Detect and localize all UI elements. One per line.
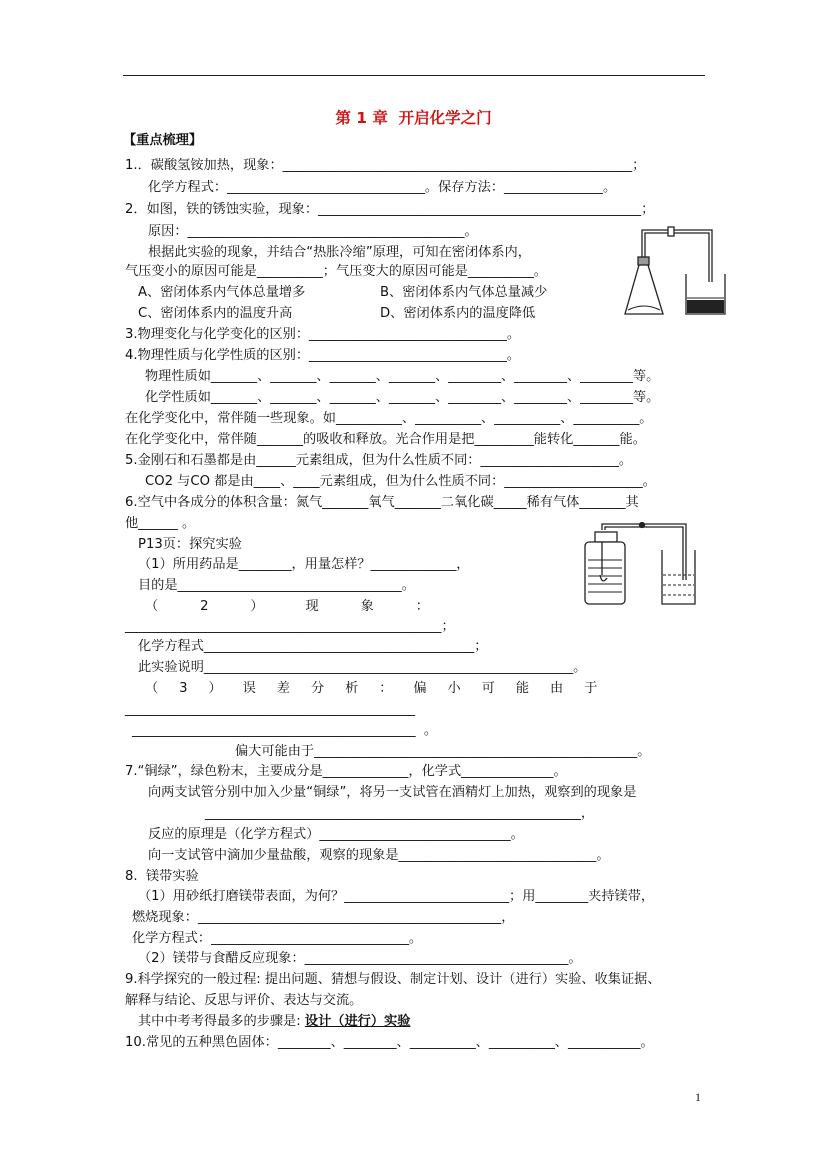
q6-other: 他______ 。 <box>125 516 196 531</box>
q3: 3.物理变化与化学变化的区别：______________________________。 <box>125 327 521 342</box>
q8-item2: （2）镁带与食醋反应现象：________________________________________。 <box>138 951 582 966</box>
p13-equation: 化学方程式_________________________________________； <box>138 639 488 654</box>
q7-experiment: 向两支试管分别中加入少量“铜绿”，将另一支试管在酒精灯上加热，观察到的现象是 <box>148 785 637 800</box>
q7-equation: 反应的原理是（化学方程式）_____________________________。 <box>148 827 524 842</box>
q1-equation: 化学方程式：______________________________。保存方法：_______________。 <box>148 180 617 195</box>
p13-heading: P13页：探究实验 <box>138 537 242 552</box>
q8-heading: 8. 镁带实验 <box>125 869 199 884</box>
q9-process: 9.科学探究的一般过程: 提出问题、猜想与假设、制定计划、设计（进行）实验、收集证据、 <box>125 972 661 987</box>
q7-blank: _________________________________________________________， <box>205 806 595 821</box>
p13-conclusion: 此实验说明________________________________________________________。 <box>138 660 587 675</box>
q8-burning: 燃烧现象：______________________________________________， <box>132 910 515 925</box>
q4: 4.物理性质与化学性质的区别：______________________________。 <box>125 348 521 363</box>
p13-item3-blank2: ___________________________________________ 。 <box>132 723 438 738</box>
header-rule <box>123 75 705 76</box>
p13-item2: （ 2 ） 现 象 ： <box>145 599 429 614</box>
air-content-apparatus-figure <box>582 520 697 610</box>
option-d: D、密闭体系内的温度降低 <box>380 306 536 321</box>
p13-item2-blank: ________________________________________________； <box>125 619 455 634</box>
section-heading: 【重点梳理】 <box>123 133 203 148</box>
q9-key-step-answer: 设计（进行）实验 <box>304 1014 411 1029</box>
q5-co2: CO2 与CO 都是由____、____元素组成，但为什么性质不同：_____________________。 <box>145 474 656 489</box>
q9-process-cont: 解释与结论、反思与评价、表达与交流。 <box>125 993 363 1008</box>
q7-acid: 向一支试管中滴加少量盐酸，观察的现象是______________________________。 <box>148 848 610 863</box>
q7-verdigris: 7.“铜绿”，绿色粉末，主要成分是_____________，化学式______________。 <box>125 764 567 779</box>
p13-item3: （ 3 ） 误 差 分 析 ： 偏 小 可 能 由 于 <box>145 681 598 696</box>
p13-item1: （1）所用药品是________，用量怎样？_____________， <box>138 557 470 572</box>
option-a: A、密闭体系内气体总量增多 <box>138 285 306 300</box>
p13-item3-blank1: ____________________________________________ <box>125 702 416 717</box>
physical-properties: 物理性质如_______、_______、_______、_______、________、________、________等。 <box>145 369 660 384</box>
q2-phenomenon: 2．如图，铁的锈蚀实验，现象：_________________________________________________； <box>125 202 655 217</box>
q2-text: 根据此实验的现象，并结合“热胀冷缩”原理，可知在密闭体系内， <box>148 245 531 260</box>
q8-item1: （1）用砂纸打磨镁带表面，为何？_________________________；用________夹持镁带， <box>138 889 655 904</box>
q10-black-solids: 10.常见的五种黑色固体：________、________、__________、__________、___________。 <box>125 1035 654 1050</box>
p13-larger: 偏大可能由于_________________________________________________。 <box>235 744 651 759</box>
iron-rust-apparatus-figure <box>620 222 730 322</box>
q6-air: 6.空气中各成分的体积含量：氮气_______氧气_______二氧化碳_____稀有气体_______其 <box>125 495 639 510</box>
change-phenomena: 在化学变化中，常伴随一些现象。如__________、__________、__________、__________。 <box>125 411 653 426</box>
q9-key-step-label: 其中中考考得最多的步骤是: <box>138 1014 305 1029</box>
q5-diamond: 5.金刚石和石墨都是由______元素组成，但为什么性质不同：_____________________。 <box>125 453 633 468</box>
chapter-title: 第 1 章 开启化学之门 <box>335 109 492 127</box>
option-b: B、密闭体系内气体总量减少 <box>380 285 548 300</box>
q1-phenomenon: 1.．碳酸氢铵加热，现象：_____________________________________________________； <box>125 158 646 173</box>
page-number: 1 <box>695 1090 701 1104</box>
p13-purpose: 目的是__________________________________。 <box>138 578 415 593</box>
q9-key-step <box>138 1013 410 1031</box>
chemical-properties: 化学性质如_______、_______、_______、_______、________、________、________等。 <box>145 390 660 405</box>
q2-pressure: 气压变小的原因可能是__________；气压变大的原因可能是__________。 <box>125 264 547 279</box>
option-c: C、密闭体系内的温度升高 <box>138 306 293 321</box>
q8-equation: 化学方程式：______________________________。 <box>132 931 423 946</box>
q2-reason: 原因：__________________________________________。 <box>148 224 478 239</box>
energy-change: 在化学变化中，常伴随_______的吸收和释放。光合作用是把_________能转化_______能。 <box>125 432 646 447</box>
